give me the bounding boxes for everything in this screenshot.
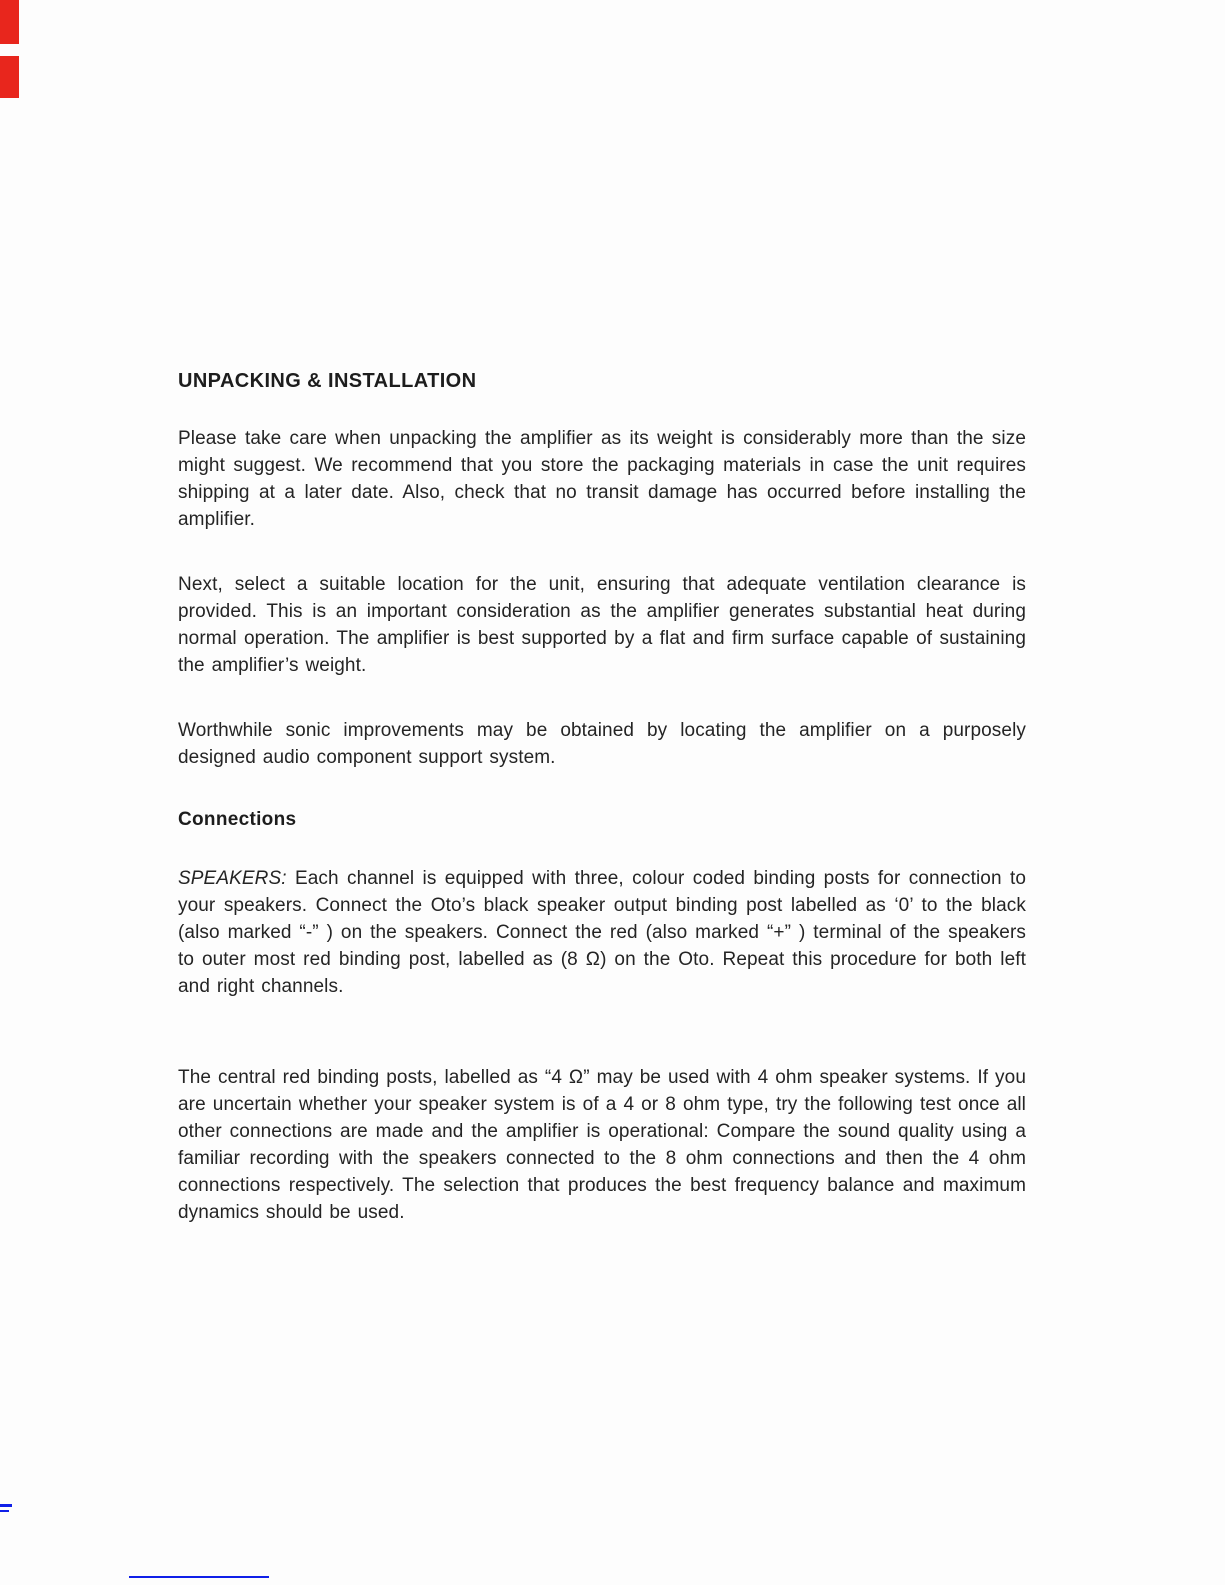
speakers-text: Each channel is equipped with three, colour coded binding posts for connection to your speakers. Connect the Oto’s black speaker output binding post labelled as ‘0’ to the black (also marked “-” ) on the speakers. Connect the red (also marked “+” ) terminal of the speakers to outer most red binding post, labelled as (8 Ω) on the Oto. Repeat this procedure for both left and right channels. xyxy=(178,868,1026,997)
footer-link-underline xyxy=(129,1576,269,1578)
paragraph-speakers xyxy=(178,865,1026,1000)
red-margin-bar-top xyxy=(0,0,19,44)
blue-edge-mark-bottom xyxy=(0,1510,9,1512)
paragraph-central-binding-posts: The central red binding posts, labelled as “4 Ω” may be used with 4 ohm speaker systems. If you are uncertain whether your speaker system is of a 4 or 8 ohm type, try the following test once all other connections are made and the amplifier is operational: Compare the sound quality using a familiar recording with the speakers connected to the 8 ohm connections and then the 4 ohm connections respectively. The selection that produces the best frequency balance and maximum dynamics should be used. xyxy=(178,1067,1026,1223)
paragraph-sonic-improvements: Worthwhile sonic improvements may be obtained by locating the amplifier on a purposely designed audio component support system. xyxy=(178,720,1026,768)
blue-edge-mark-top xyxy=(0,1504,12,1507)
speakers-label: SPEAKERS: xyxy=(178,868,287,889)
page-content xyxy=(178,370,1026,1226)
section-heading: UNPACKING & INSTALLATION xyxy=(178,370,477,392)
red-margin-bar-bottom xyxy=(0,56,19,98)
paragraph-unpacking-care: Please take care when unpacking the amplifier as its weight is considerably more than the size might suggest. We recommend that you store the packaging materials in case the unit requires shipping at a later date. Also, check that no transit damage has occurred before installing the amplifier. xyxy=(178,428,1026,530)
subheading-connections: Connections xyxy=(178,809,297,830)
paragraph-location-ventilation: Next, select a suitable location for the unit, ensuring that adequate ventilation clearance is provided. This is an important consideration as the amplifier generates substantial heat during normal operation. The amplifier is best supported by a flat and firm surface capable of sustaining the amplifier’s weight. xyxy=(178,574,1026,676)
